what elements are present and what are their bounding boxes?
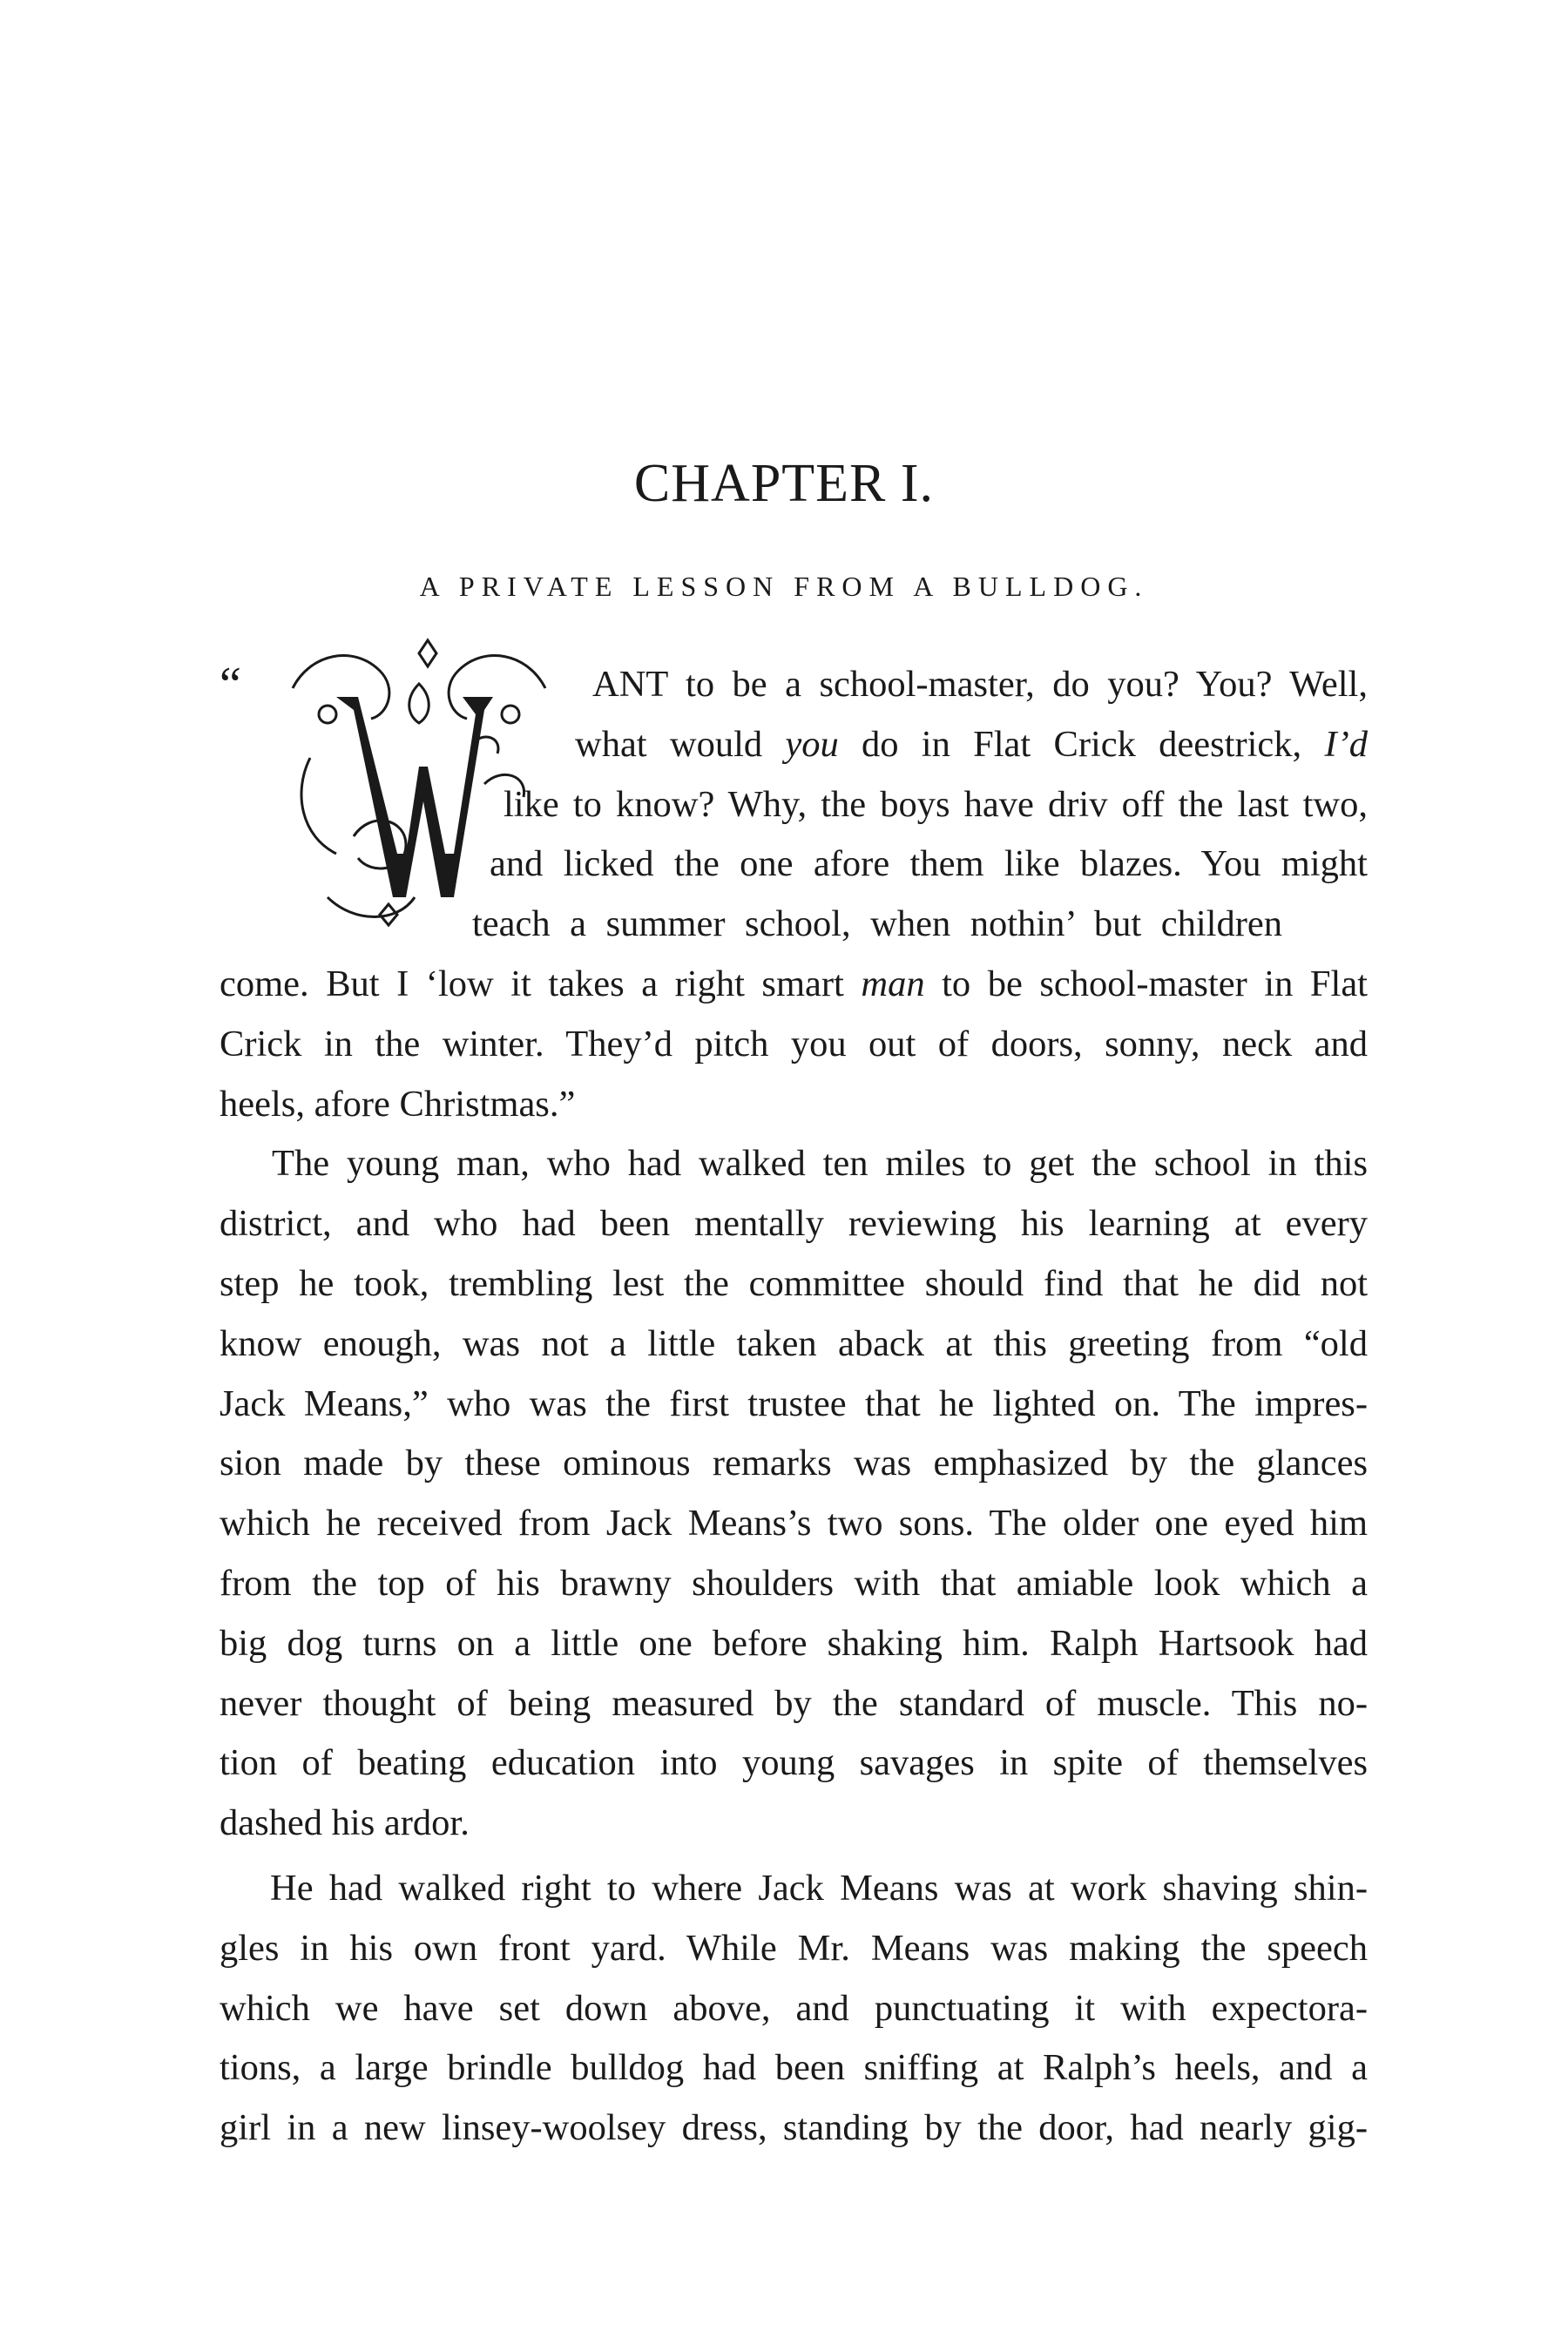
chapter-subtitle: A PRIVATE LESSON FROM A BULLDOG. (419, 571, 1149, 602)
text-line: and licked the one afore them like blazes. You might (490, 843, 1368, 885)
text-line: know enough, was not a little taken aback at this greeting from “old (220, 1322, 1368, 1364)
paragraph-1 (220, 655, 1368, 1134)
text-line: what would you do in Flat Crick deestrick, I’d (575, 723, 1368, 765)
text-line: The young man, who had walked ten miles to get the school in this (272, 1143, 1368, 1185)
text-line: tion of beating education into young savages in spite of themselves (220, 1742, 1368, 1784)
text-line: which we have set down above, and punctuating it with expectora- (220, 1987, 1368, 2029)
text-line: from the top of his brawny shoulders with that amiable look which a (220, 1562, 1368, 1604)
text-line: gles in his own front yard. While Mr. Means was making the speech (220, 1927, 1368, 1969)
text-line: step he took, trembling lest the committee should find that he did not (220, 1262, 1368, 1304)
paragraph-2 (220, 1134, 1368, 1854)
text-line: which he received from Jack Means’s two sons. The older one eyed him (220, 1503, 1368, 1544)
text-line: like to know? Why, the boys have driv off the last two, (504, 783, 1368, 825)
text-line: teach a summer school, when nothin’ but children (472, 903, 1282, 945)
text-line: dashed his ardor. (220, 1802, 470, 1844)
text-line: Jack Means,” who was the first trustee that he lighted on. The impres- (220, 1382, 1368, 1424)
text-line: big dog turns on a little one before shaking him. Ralph Hartsook had (220, 1622, 1368, 1664)
opening-quote: “ (220, 658, 241, 712)
text-line: never thought of being measured by the standard of muscle. This no- (220, 1682, 1368, 1724)
text-line: sion made by these ominous remarks was emphasized by the glances (220, 1443, 1368, 1484)
text-line: heels, afore Christmas.” (220, 1083, 576, 1125)
text-line: He had walked right to where Jack Means was at work shaving shin- (270, 1867, 1368, 1909)
text-line: girl in a new linsey-woolsey dress, standing by the door, had nearly gig- (220, 2107, 1368, 2149)
body-text (220, 655, 1368, 2159)
text-line: ANT to be a school-master, do you? You? Well, (592, 664, 1368, 705)
chapter-title: CHAPTER I. (633, 454, 935, 513)
text-line: Crick in the winter. They’d pitch you out of doors, sonny, neck and (220, 1023, 1368, 1064)
text-line: district, and who had been mentally reviewing his learning at every (220, 1203, 1368, 1245)
text-line: tions, a large brindle bulldog had been sniffing at Ralph’s heels, and a (220, 2047, 1368, 2089)
paragraph-3 (220, 1859, 1368, 2159)
text-line: come. But I ‘low it takes a right smart man to be school-master in Flat (220, 963, 1368, 1004)
